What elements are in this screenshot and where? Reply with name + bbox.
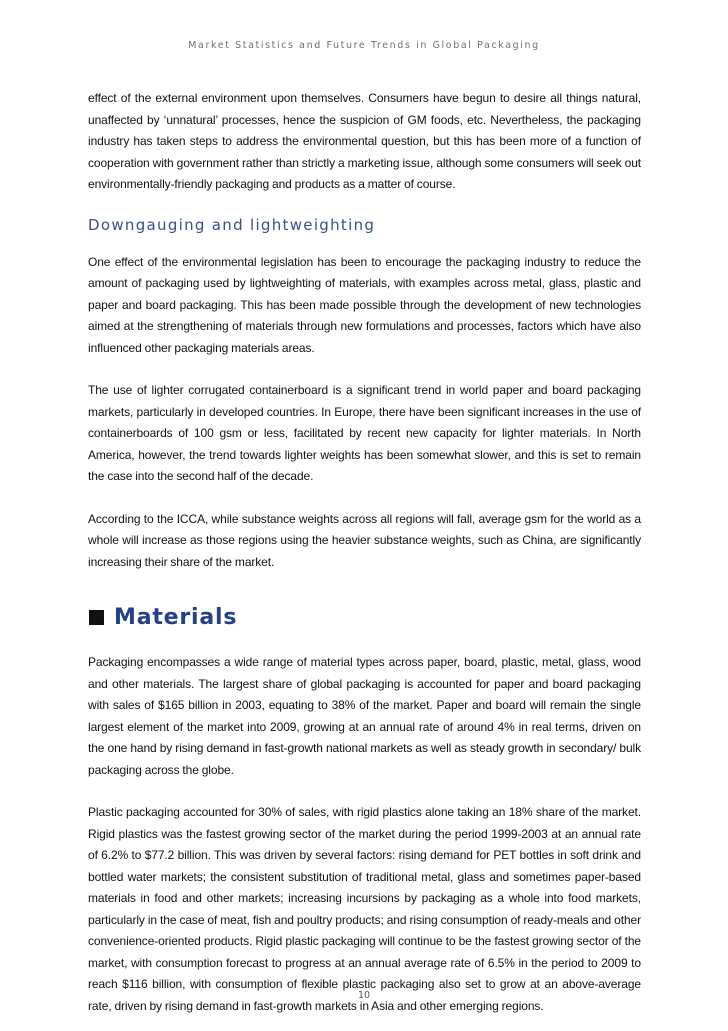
square-bullet-icon	[89, 610, 104, 625]
subheading-downgauging: Downgauging and lightweighting	[88, 215, 376, 234]
section-heading-materials-label: Materials	[114, 605, 238, 630]
main-content	[88, 88, 641, 1017]
paragraph-downgauging-1: One effect of the environmental legislation has been to encourage the packaging industry to reduce the amount of packaging used by lightweighting of materials, with examples across metal, glass, plastic and paper and board packaging. This has been made possible through the development of new technologies aimed at the strengthening of materials through new formulations and processes, factors which have also influenced other packaging materials areas.	[88, 254, 641, 355]
section-heading-materials	[88, 605, 641, 630]
running-header: Market Statistics and Future Trends in Global Packaging	[188, 40, 540, 51]
paragraph-intro: effect of the external environment upon themselves. Consumers have begun to desire all things natural, unaffected by ‘unnatural’ processes, hence the suspicion of GM foods, etc. Nevertheless, the packaging industry has taken steps to address the environmental question, but this has been more of a function of cooperation with government rather than strictly a marketing issue, although some consumers will seek out environmentally-friendly packaging and products as a matter of course.	[88, 91, 641, 191]
paragraph-downgauging-3: According to the ICCA, while substance weights across all regions will fall, average gsm for the world as a whole will increase as those regions using the heavier substance weights, such as China, are significantly increasing their share of the market.	[88, 511, 641, 569]
paragraph-materials-2: Plastic packaging accounted for 30% of sales, with rigid plastics alone taking an 18% share of the market. Rigid plastics was the fastest growing sector of the market during the period 1999-2003 at an annual rate of 6.2% to $77.2 billion. This was driven by several factors: rising demand for PET bottles in soft drink and bottled water markets; the consistent substitution of traditional metal, glass and sometimes paper-based materials in food and other markets; increasing incursions by packaging as a whole into food markets, particularly in the case of meat, fish and poultry products; and rising consumption of ready-meals and other convenience-oriented products. Rigid plastic packaging will continue to be the fastest growing sector of the market, with consumption forecast to progress at an annual average rate of 6.5% in the period to 2009 to reach $116 billion, with consumption of flexible plastic packaging also set to grow at an above-average rate, driven by rising demand in fast-growth markets in Asia and other emerging regions.	[88, 805, 641, 1013]
paragraph-materials-1: Packaging encompasses a wide range of material types across paper, board, plastic, metal, glass, wood and other materials. The largest share of global packaging is accounted for paper and board packaging with sales of $165 billion in 2003, equating to 38% of the market. Paper and board will remain the single largest element of the market into 2009, growing at an annual rate of around 4% in real terms, driven on the one hand by rising demand in fast-growth national markets as well as steady growth in secondary/ bulk packaging across the globe.	[88, 655, 641, 777]
page-number: 10	[357, 990, 371, 1001]
paragraph-downgauging-2: The use of lighter corrugated containerboard is a significant trend in world paper and board packaging markets, particularly in developed countries. In Europe, there have been significant increases in the use of containerboards of 100 gsm or less, facilitated by recent new capacity for lighter materials. In North America, however, the trend towards lighter weights has been somewhat slower, and this is set to remain the case into the second half of the decade.	[88, 383, 641, 483]
